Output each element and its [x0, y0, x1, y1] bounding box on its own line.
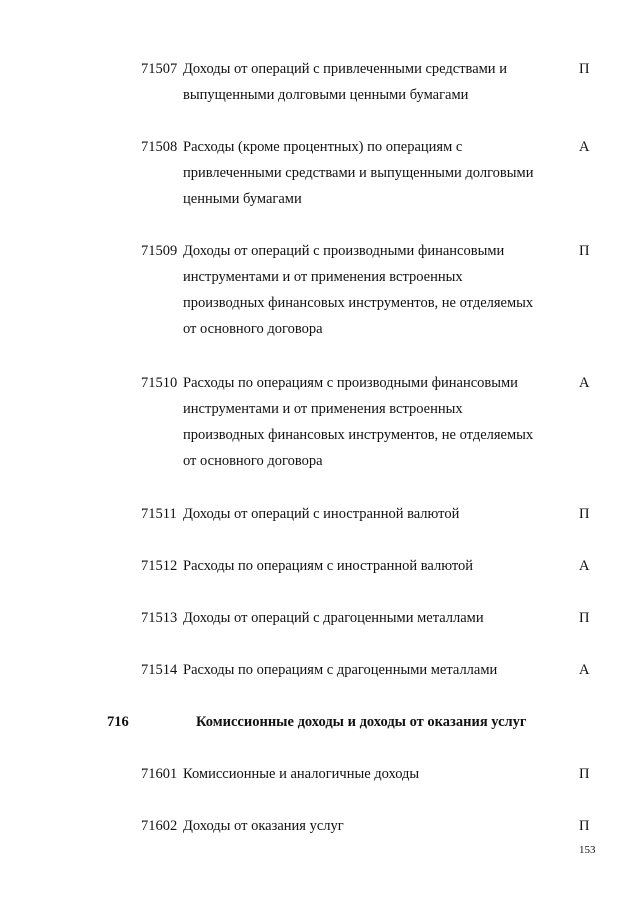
- account-side: А: [579, 662, 590, 678]
- account-side: П: [579, 818, 590, 834]
- account-side: А: [579, 375, 590, 391]
- account-description: [183, 813, 558, 839]
- account-side: П: [579, 61, 590, 77]
- account-side: П: [579, 766, 590, 782]
- page-number: 153: [579, 844, 596, 856]
- account-description: [183, 238, 558, 342]
- description-line: инструментами и от применения встроенных: [183, 401, 463, 417]
- account-description: [183, 657, 558, 683]
- description-line: Комиссионные и аналогичные доходы: [183, 766, 420, 782]
- account-description: [183, 501, 558, 527]
- account-description: [183, 761, 558, 787]
- account-code: 71512: [141, 558, 178, 574]
- description-line: от основного договора: [183, 321, 323, 337]
- description-line: Расходы по операциям с производными финансовыми: [183, 375, 518, 391]
- description-line: ценными бумагами: [183, 191, 302, 207]
- description-line: Доходы от операций с иностранной валютой: [183, 506, 460, 522]
- description-line: производных финансовых инструментов, не отделяемых: [183, 427, 534, 443]
- account-code: 71511: [141, 506, 177, 522]
- description-line: производных финансовых инструментов, не отделяемых: [183, 295, 534, 311]
- account-side: А: [579, 558, 590, 574]
- account-code: 71508: [141, 139, 178, 155]
- description-line: Расходы (кроме процентных) по операциям с: [183, 139, 463, 155]
- account-side: П: [579, 243, 590, 259]
- description-line: Расходы по операциям с иностранной валютой: [183, 558, 474, 574]
- account-side: П: [579, 610, 590, 626]
- account-code: 71509: [141, 243, 178, 259]
- account-code: 71601: [141, 766, 178, 782]
- description-line: инструментами и от применения встроенных: [183, 269, 463, 285]
- description-line: Доходы от оказания услуг: [183, 818, 344, 834]
- account-code: 71510: [141, 375, 178, 391]
- account-code: 71507: [141, 61, 178, 77]
- description-line: Доходы от операций с драгоценными металлами: [183, 610, 484, 626]
- section-code: 716: [107, 714, 129, 730]
- account-description: [183, 605, 558, 631]
- account-side: А: [579, 139, 590, 155]
- account-description: [183, 370, 558, 474]
- account-code: 71513: [141, 610, 178, 626]
- account-description: [183, 134, 558, 212]
- account-description: [183, 553, 558, 579]
- section-title: Комиссионные доходы и доходы от оказания услуг: [196, 714, 527, 730]
- description-line: выпущенными долговыми ценными бумагами: [183, 87, 469, 103]
- account-code: 71602: [141, 818, 178, 834]
- account-side: П: [579, 506, 590, 522]
- description-line: привлеченными средствами и выпущенными долговыми: [183, 165, 534, 181]
- description-line: Расходы по операциям с драгоценными металлами: [183, 662, 498, 678]
- description-line: Доходы от операций с производными финансовыми: [183, 243, 505, 259]
- account-description: [183, 56, 558, 108]
- account-code: 71514: [141, 662, 178, 678]
- description-line: Доходы от операций с привлеченными средствами и: [183, 61, 507, 77]
- description-line: от основного договора: [183, 453, 323, 469]
